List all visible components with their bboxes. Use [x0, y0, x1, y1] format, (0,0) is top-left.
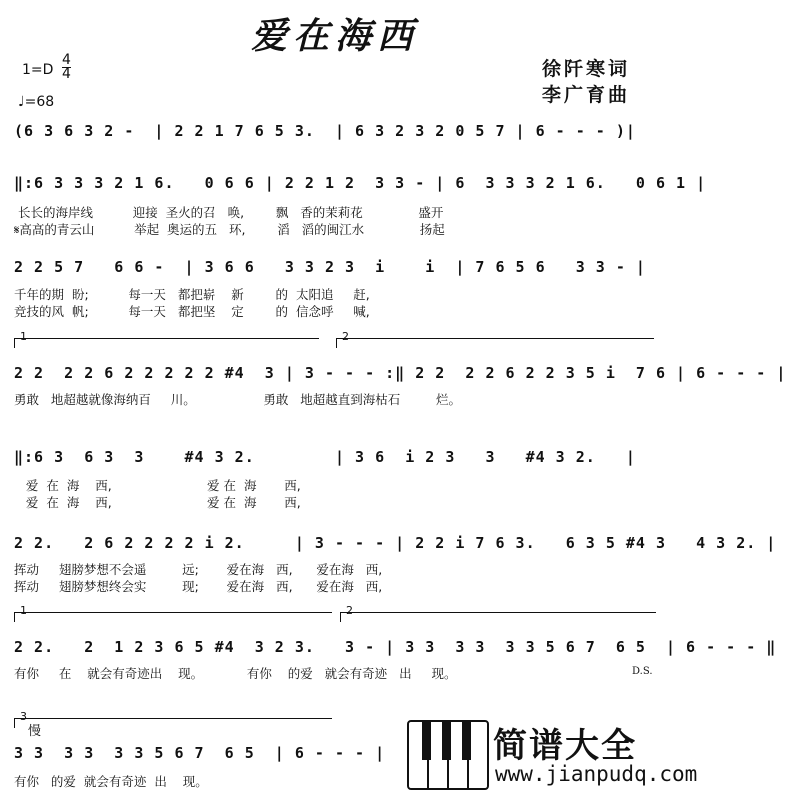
brand-name: 简谱大全: [493, 726, 637, 766]
volta-tick: [14, 612, 15, 622]
volta-tick: [336, 338, 337, 348]
piano-icon: [407, 720, 489, 790]
volta-bracket-2: [336, 338, 654, 339]
page-title: 爱在海西: [250, 15, 419, 57]
volta-bracket-2: [340, 612, 656, 613]
notation-row-5: ‖:6 3 6 3 3 #4 3 2. | 3 6 i 2 3 3 #4 3 2. |: [14, 448, 636, 466]
tempo-slow-mark: 慢: [28, 724, 42, 739]
notation-row-3: 2 2 5 7 6 6 - | 3 6 6 3 3 2 3 i i | 7 6 5 6 3 3 - |: [14, 258, 646, 276]
lyric-row-6b: 挥动 翅膀梦想终会实 现; 爱在海 西, 爱在海 西,: [14, 579, 383, 594]
lyric-row-3b: 竞技的风 帆; 每一天 都把坚 定 的 信念呼 喊,: [14, 304, 370, 319]
lyric-row-3a: 千年的期 盼; 每一天 都把崭 新 的 太阳追 赶,: [14, 287, 370, 302]
lyric-row-8: 有你 的爱 就会有奇迹 出 现。: [14, 774, 208, 789]
volta-bracket-1: [14, 338, 319, 339]
lyricist-credit: 徐阡寒词: [542, 58, 631, 80]
volta-tick: [340, 612, 341, 622]
volta-label-2: 2: [342, 330, 349, 343]
volta-label-2: 2: [346, 604, 353, 617]
lyric-row-2b: 𝄋高高的青云山 举起 奥运的五 环, 滔 滔的闽江水 扬起: [14, 222, 445, 237]
time-signature: 4 4: [62, 52, 71, 82]
notation-row-1: (6 3 6 3 2 - | 2 2 1 7 6 5 3. | 6 3 2 3 2 0 5 7 | 6 - - - )|: [14, 122, 636, 140]
volta-label-1: 1: [20, 604, 27, 617]
lyric-row-5b: 爱 在 海 西, 爱 在 海 西,: [14, 495, 301, 510]
lyric-row-7: 有你 在 就会有奇迹出 现。 有你 的爱 就会有奇迹 出 现。: [14, 666, 457, 681]
volta-label-1: 1: [20, 330, 27, 343]
ds-mark: D.S.: [632, 666, 653, 677]
notation-row-6: 2 2. 2 6 2 2 2 2 i 2. | 3 - - - | 2 2 i 7 6 3. 6 3 5 #4 3 4 3 2. |: [14, 534, 777, 552]
lyric-row-6a: 挥动 翅膀梦想不会遥 远; 爱在海 西, 爱在海 西,: [14, 562, 383, 577]
notation-row-7: 2 2. 2 1 2 3 6 5 #4 3 2 3. 3 - | 3 3 3 3 3 3 5 6 7 6 5 | 6 - - - ‖: [14, 638, 777, 656]
tempo-mark: ♩=68: [18, 94, 55, 110]
volta-tick: [14, 718, 15, 728]
watermark-logo: [407, 716, 698, 794]
volta-tick: [14, 338, 15, 348]
lyric-row-5a: 爱 在 海 西, 爱 在 海 西,: [14, 478, 301, 493]
notation-row-4: 2 2 2 2 6 2 2 2 2 2 #4 3 | 3 - - - :‖ 2 2 2 2 6 2 2 3 5 i 7 6 | 6 - - - |: [14, 364, 786, 382]
key-signature: 1=D: [22, 62, 54, 78]
volta-bracket-3: [14, 718, 332, 719]
volta-label-3: 3: [20, 710, 27, 723]
volta-bracket-1: [14, 612, 332, 613]
composer-credit: 李广育曲: [542, 84, 631, 106]
notation-row-8: 3 3 3 3 3 3 5 6 7 6 5 | 6 - - - |: [14, 744, 386, 762]
lyric-row-4: 勇敢 地超越就像海纳百 川。 勇敢 地超越直到海枯石 烂。: [14, 392, 462, 407]
lyric-row-2a: 长长的海岸线 迎接 圣火的召 唤, 飘 香的茉莉花 盛开: [14, 205, 444, 220]
brand-url: www.jianpudq.com: [495, 762, 698, 786]
notation-row-2: ‖:6 3 3 3 2 1 6. 0 6 6 | 2 2 1 2 3 3 - | 6 3 3 3 2 1 6. 0 6 1 |: [14, 174, 707, 192]
